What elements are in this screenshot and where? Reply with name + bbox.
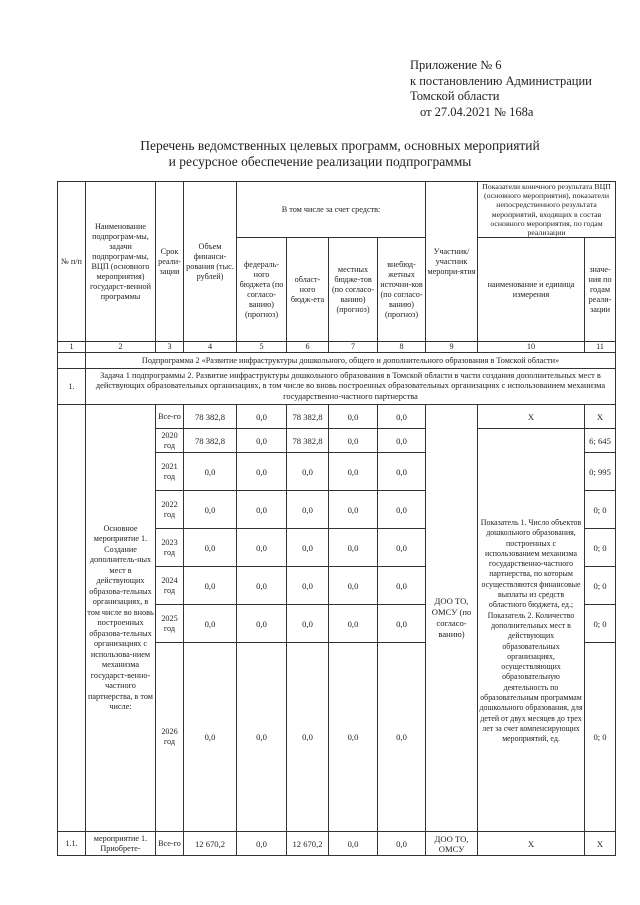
event-term: 2023 год [156,529,184,567]
event-regional: 0,0 [287,491,329,529]
event-federal: 0,0 [237,453,287,491]
appendix-line: к постановлению Администрации [410,73,592,88]
title-line: Перечень ведомственных целевых программ, основных мероприятий [140,138,540,153]
event-extra: 0,0 [378,453,426,491]
event-value: 0; 0 [585,605,616,643]
header-name: Наименование подпрограм-мы, задачи подпрограм-мы, ВЦП (основного мероприятия) государст-венной программы [86,182,156,342]
event-federal: 0,0 [237,643,287,832]
col-index: 8 [378,342,426,353]
event-extra: 0,0 [378,405,426,429]
event-term: 2025 год [156,605,184,643]
header-local: местных бюдже-тов (по согласо-ванию) (прогноз) [329,238,378,342]
event-regional: 0,0 [287,605,329,643]
event-indicator-x: Х [478,405,585,429]
header-extra: внебюд-жетных источни-ков (по согласо-ванию) (прогноз) [378,238,426,342]
col-index: 1 [58,342,86,353]
event-volume: 0,0 [184,491,237,529]
event-volume: 78 382,8 [184,405,237,429]
sub-event-indicator-name: Х [478,832,585,856]
event-value: 6; 645 [585,429,616,453]
event-term: 2021 год [156,453,184,491]
header-volume: Объем финанси-рования (тыс. рублей) [184,182,237,342]
event-participant: ДОО ТО, ОМСУ (по согласо-ванию) [426,405,478,832]
event-regional: 78 382,8 [287,429,329,453]
event-num [58,405,86,832]
event-volume: 0,0 [184,453,237,491]
sub-event-indicator-value: Х [585,832,616,856]
event-regional: 0,0 [287,453,329,491]
event-value: 0; 995 [585,453,616,491]
document-title [60,138,620,170]
header-sources: В том числе за счет средств: [237,182,426,238]
event-value: 0; 0 [585,567,616,605]
event-regional: 78 382,8 [287,405,329,429]
event-value: 0; 0 [585,529,616,567]
event-volume: 0,0 [184,567,237,605]
appendix-line: от 27.04.2021 № 168а [420,104,534,119]
header-indicator-value: значе-ния по годам реали-зации [585,238,616,342]
col-index: 6 [287,342,329,353]
event-volume: 0,0 [184,529,237,567]
event-extra: 0,0 [378,491,426,529]
event-local: 0,0 [329,491,378,529]
event-extra: 0,0 [378,643,426,832]
col-index: 7 [329,342,378,353]
program-table [57,181,616,856]
event-value: 0; 0 [585,643,616,832]
col-index: 10 [478,342,585,353]
appendix-block [410,58,630,120]
title-line: и ресурсное обеспечение реализации подпрограммы [168,154,472,169]
event-local: 0,0 [329,567,378,605]
header-term: Срок реали-зации [156,182,184,342]
event-volume: 78 382,8 [184,429,237,453]
column-index-row [58,342,616,353]
sub-event-participant: ДОО ТО, ОМСУ [426,832,478,856]
event-local: 0,0 [329,643,378,832]
col-index: 9 [426,342,478,353]
sub-event-volume: 12 670,2 [184,832,237,856]
event-regional: 0,0 [287,529,329,567]
task-text: Задача 1 подпрограммы 2. Развитие инфраструктуры дошкольного образования в Томской области в части создания дополнительных мест в действующих образовательных организациях, в том числе во вновь построенных образовательных организациях с использованием механизма государственно-частного партнерства [86,369,616,405]
event-term: 2026 год [156,643,184,832]
event-local: 0,0 [329,429,378,453]
event-value: Х [585,405,616,429]
col-index: 2 [86,342,156,353]
event-term: 2020 год [156,429,184,453]
event-federal: 0,0 [237,567,287,605]
sub-event-regional: 12 670,2 [287,832,329,856]
event-federal: 0,0 [237,491,287,529]
sub-event-term: Все-го [156,832,184,856]
col-index: 5 [237,342,287,353]
event-extra: 0,0 [378,567,426,605]
sub-event-local: 0,0 [329,832,378,856]
header-participant: Участник/ участник меропри-ятия [426,182,478,342]
event-local: 0,0 [329,453,378,491]
col-index: 3 [156,342,184,353]
sub-event-num: 1.1. [58,832,86,856]
col-index: 4 [184,342,237,353]
appendix-line: Томской области [410,89,500,103]
event-federal: 0,0 [237,405,287,429]
task-num: 1. [58,369,86,405]
sub-event-federal: 0,0 [237,832,287,856]
event-name: Основное мероприятие 1. Создание дополнитель-ных мест в действующих образова-тельных организациях, в том числе во вновь построенных образова-тельных организациях с использова-нием механизма государст-венно-частного партнерства, в том числе: [86,405,156,832]
event-extra: 0,0 [378,529,426,567]
event-local: 0,0 [329,605,378,643]
event-term: 2024 год [156,567,184,605]
event-local: 0,0 [329,529,378,567]
event-regional: 0,0 [287,643,329,832]
event-term: Все-го [156,405,184,429]
event-volume: 0,0 [184,605,237,643]
appendix-line: Приложение № 6 [410,58,502,72]
header-federal: федераль-ного бюджета (по согласо-ванию) (прогноз) [237,238,287,342]
col-index: 11 [585,342,616,353]
header-regional: област-ного бюдж-ета [287,238,329,342]
subprogram-title: Подпрограмма 2 «Развитие инфраструктуры дошкольного, общего и дополнительного образования в Томской области» [86,353,616,369]
event-value: 0; 0 [585,491,616,529]
event-federal: 0,0 [237,605,287,643]
event-indicator-text: Показатель 1. Число объектов дошкольного образования, построенных с использованием механизма государственно-частного партнерства, по которым осуществляются финансовые выплаты из средств областного бюджета, ед.; Показатель 2. Количество дополнительных мест в действующих образовательных организациях, осуществляющих образовательную деятельность по образовательным программам дошкольного образования, для детей от двух месяцев до трех лет за счет компенсирующих мероприятий, ед. [478,429,585,832]
event-term: 2022 год [156,491,184,529]
event-federal: 0,0 [237,429,287,453]
header-indicators: Показатели конечного результата ВЦП (основного мероприятия), показатели непосредственного результата мероприятий, входящих в состав основного мероприятия, по годам реализации [478,182,616,238]
event-federal: 0,0 [237,529,287,567]
sub-event-name: мероприятие 1. Приобрете- [86,832,156,856]
header-num: № п/п [58,182,86,342]
event-extra: 0,0 [378,605,426,643]
event-volume: 0,0 [184,643,237,832]
sub-event-extra: 0,0 [378,832,426,856]
header-indicator-name: наименование и единица измерения [478,238,585,342]
subprogram-num [58,353,86,369]
event-extra: 0,0 [378,429,426,453]
event-local: 0,0 [329,405,378,429]
event-regional: 0,0 [287,567,329,605]
